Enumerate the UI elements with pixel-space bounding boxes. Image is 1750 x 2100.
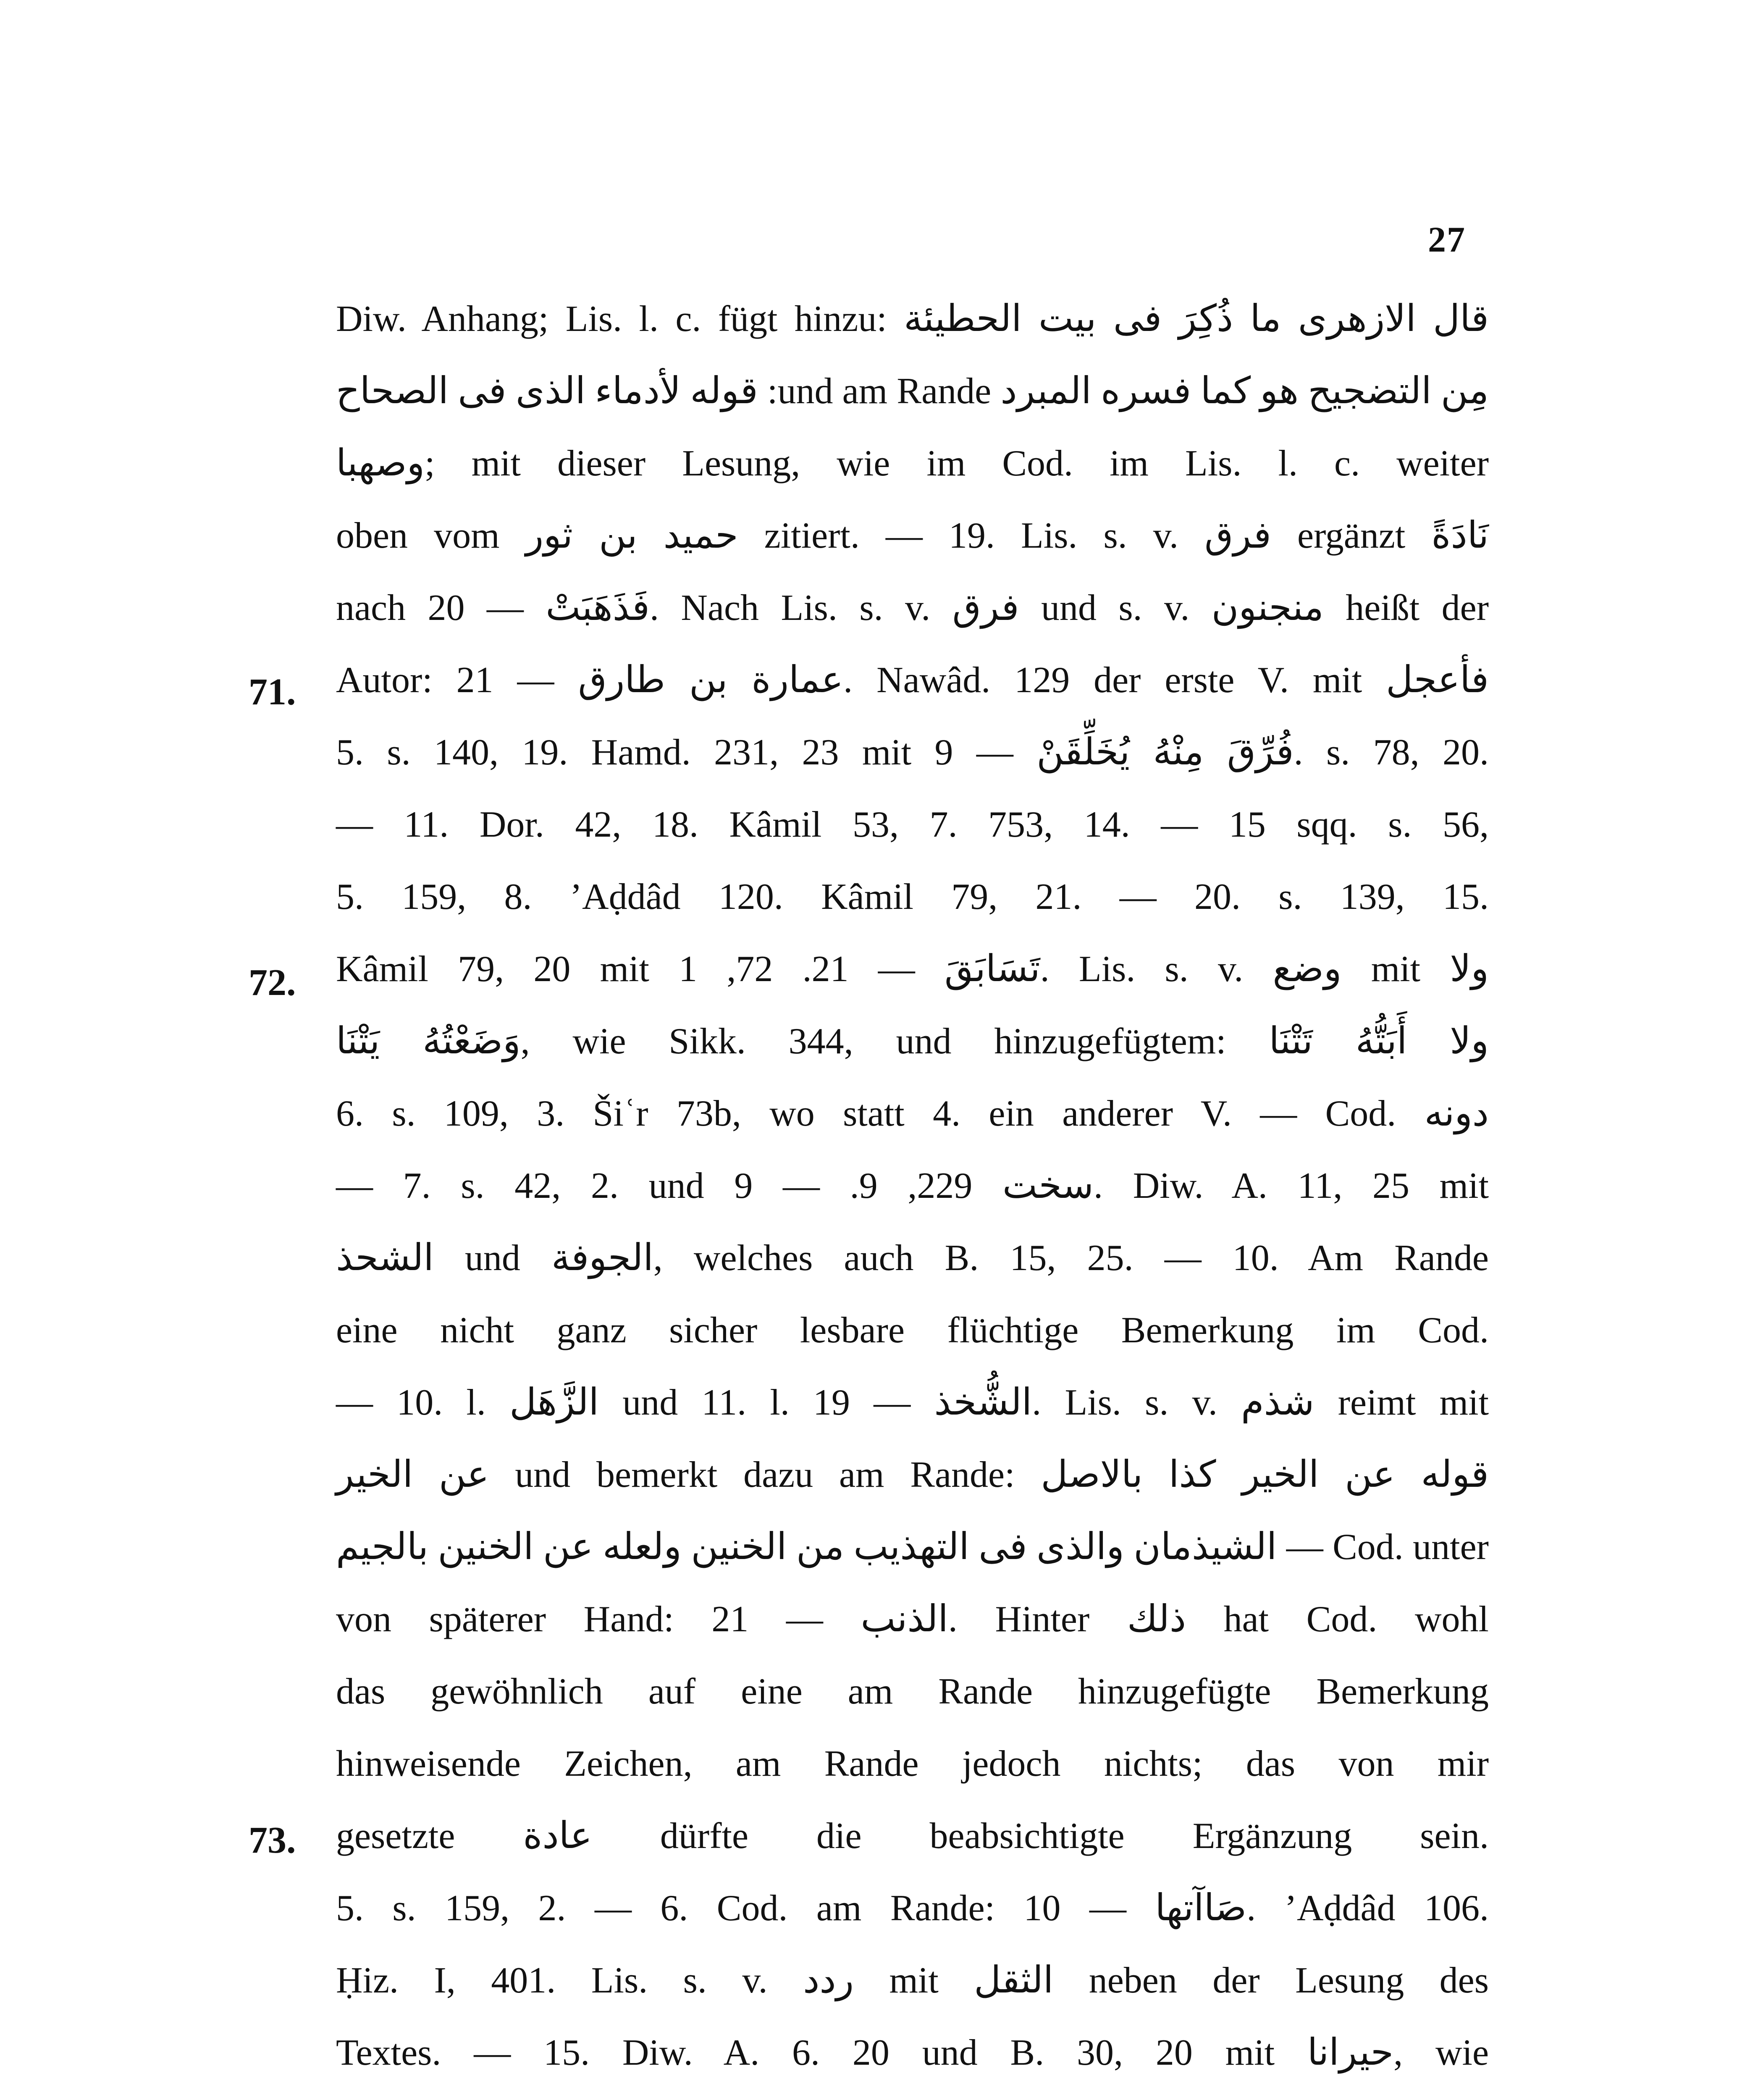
text-line: عن الخير und bemerkt dazu am Rande: قوله عن الخير كذا بالاصل: [336, 1454, 1489, 1495]
text-line: قوله لأدماء الذى فى الصحاح :und am Rande مِن التضجيح هو كما فسره المبرد: [336, 371, 1489, 412]
text-line: وَضَعْتُهُ يَتْنَا, wie Sikk. 344, und hinzugefügtem: ولا أَبَتُّهُ تَتْنَا: [336, 1021, 1489, 1062]
section-number-73: 73.: [249, 1819, 296, 1861]
text-line: — 7. s. 42, 2. und سخت 229, 9. — 9. Diw. A. 11, 25 mit: [336, 1166, 1489, 1206]
text-line: 5. s. 140, 19. Hamd. 231, 23 mit فُرِّقَ مِنْهُ يُخَلِّقَنْ — 9. s. 78, 20.: [336, 732, 1489, 773]
page-number: 27: [1428, 219, 1466, 260]
text-line: — 10. l. الزَّهَل und 11. l. الشُّخذ — 19. Lis. s. v. شذم reimt mit: [336, 1382, 1489, 1423]
text-line: das gewöhnlich auf eine am Rande hinzugefügte Bemerkung: [336, 1671, 1489, 1712]
text-line: وصهبا; mit dieser Lesung, wie im Cod. im Lis. l. c. weiter: [336, 443, 1489, 484]
text-line: الشيذمان والذى فى التهذيب من الخنين ولعله عن الخنين بالجيم — Cod. unter: [336, 1527, 1489, 1567]
text-line: oben vom حميد بن ثور zitiert. — 19. Lis. s. v. فرق ergänzt نَادَةً: [336, 515, 1489, 556]
text-line: Diw. Anhang; Lis. l. c. fügt hinzu: قال الازهرى ما ذُكِرَ فى بيت الحطيئة: [336, 299, 1489, 339]
text-line: eine nicht ganz sicher lesbare flüchtige Bemerkung im Cod.: [336, 1310, 1489, 1351]
text-line: 6. s. 109, 3. Šiʿr 73b, wo statt 4. ein anderer V. — Cod. دونه: [336, 1093, 1489, 1134]
section-number-72: 72.: [249, 962, 296, 1003]
text-line: الشحذ und الجوفة, welches auch B. 15, 25. — 10. Am Rande: [336, 1238, 1489, 1278]
section-number-71: 71.: [249, 671, 296, 713]
text-line: Textes. — 15. Diw. A. 6. 20 und B. 30, 20 mit حيرانا, wie: [336, 2032, 1489, 2073]
text-line: Autor: عمارة بن طارق — 21. Nawâd. 129 der erste V. mit فأعجل: [336, 660, 1489, 701]
text-line: — 11. Dor. 42, 18. Kâmil 53, 7. 753, 14. — 15 sqq. s. 56,: [336, 804, 1489, 845]
text-line: Ḥiz. I, 401. Lis. s. v. ردد mit الثقل neben der Lesung des: [336, 1960, 1489, 2001]
text-line: gesetzte عادة dürfte die beabsichtigte Ergänzung sein.: [336, 1816, 1489, 1856]
text-line: hinweisende Zeichen, am Rande jedoch nichts; das von mir: [336, 1743, 1489, 1784]
text-line: Kâmil 79, 20 mit تَسَابَقَ — 21. 72, 1. Lis. s. v. وضع mit ولا: [336, 949, 1489, 990]
text-line: 5. s. 159, 2. — 6. Cod. am Rande: صَاآتها — 10. ʼAḍdâd 106.: [336, 1888, 1489, 1929]
text-line: 5. 159, 8. ʼAḍdâd 120. Kâmil 79, 21. — 20. s. 139, 15.: [336, 877, 1489, 917]
text-line: von späterer Hand: الذنب — 21. Hinter ذلك hat Cod. wohl: [336, 1599, 1489, 1640]
text-line: nach فَذَهَبَتْ — 20. Nach Lis. s. v. فرق und s. v. منجنون heißt der: [336, 588, 1489, 628]
